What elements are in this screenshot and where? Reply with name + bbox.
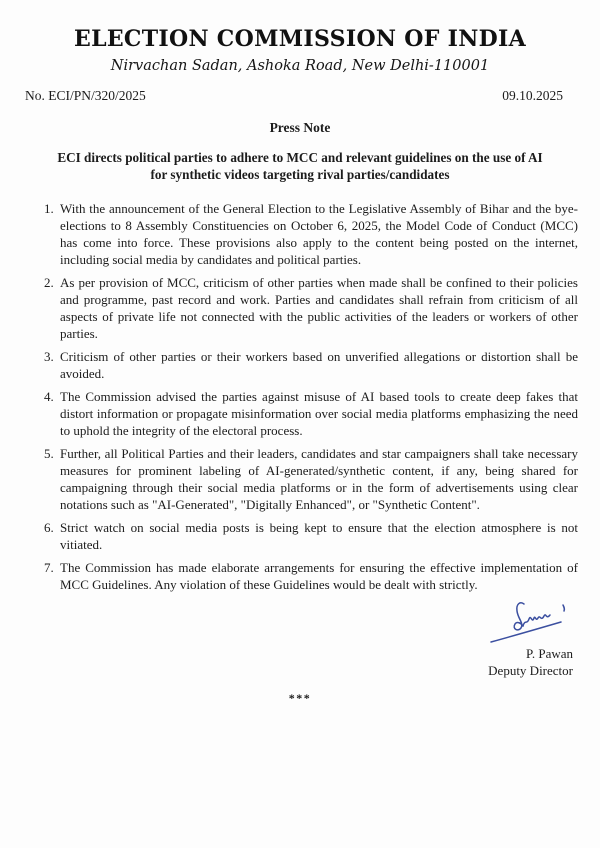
press-note-paragraph: 3. Criticism of other parties or their workers based on unverified allegations or distortion shall be avoided. bbox=[57, 348, 578, 382]
subject-heading bbox=[0, 149, 600, 183]
press-note-paragraph: 5. Further, all Political Parties and their leaders, candidates and star campaigners shall take necessary measures for prominent labeling of AI-generated/synthetic content, if any, being shared for campaigning through their social media platforms or in the form of advertisements using clear notations such as "AI-Generated", "Digitally Enhanced", or "Synthetic Content". bbox=[57, 445, 578, 513]
meta-row bbox=[0, 88, 600, 104]
press-note-paragraph: 4. The Commission advised the parties against misuse of AI based tools to create deep fakes that distort information or propagate misinformation over social media platforms emphasizing the need to uphold the integrity of the electoral process. bbox=[57, 388, 578, 439]
footer-stars: *** bbox=[288, 691, 312, 706]
press-note-paragraph: 1. With the announcement of the General Election to the Legislative Assembly of Bihar and the bye-elections to 8 Assembly Constituencies on October 6, 2025, the Model Code of Conduct (MCC) has come into force. These provisions also apply to the content being posted on the internet, including social media by candidates and political parties. bbox=[57, 200, 578, 268]
press-note-paragraph: 7. The Commission has made elaborate arrangements for ensuring the effective implementation of MCC Guidelines. Any violation of these Guidelines would be dealt with strictly. bbox=[57, 559, 578, 593]
date: 09.10.2025 bbox=[502, 88, 563, 104]
org-address: Nirvachan Sadan, Ashoka Road, New Delhi-110001 bbox=[110, 58, 490, 75]
org-title: ELECTION COMMISSION OF INDIA bbox=[74, 26, 526, 52]
signatory-designation: Deputy Director bbox=[488, 663, 573, 679]
ref-number: No. ECI/PN/320/2025 bbox=[25, 88, 146, 104]
signature-block bbox=[0, 599, 600, 679]
signature-image bbox=[481, 599, 571, 645]
subject-line-2: for synthetic videos targeting rival parties/candidates bbox=[150, 167, 450, 183]
subject-line-1: ECI directs political parties to adhere to MCC and relevant guidelines on the use of AI bbox=[57, 150, 543, 166]
press-note-paragraph: 2. As per provision of MCC, criticism of other parties when made shall be confined to their policies and programme, past record and work. Parties and candidates shall refrain from criticism of all aspects of private life not connected with the public activities of the leaders or workers of other parties. bbox=[57, 274, 578, 342]
press-note-paragraph: 6. Strict watch on social media posts is being kept to ensure that the election atmosphere is not vitiated. bbox=[57, 519, 578, 553]
press-note-body bbox=[0, 200, 600, 593]
doc-type-label: Press Note bbox=[269, 120, 331, 136]
signatory-name: P. Pawan bbox=[526, 646, 573, 662]
